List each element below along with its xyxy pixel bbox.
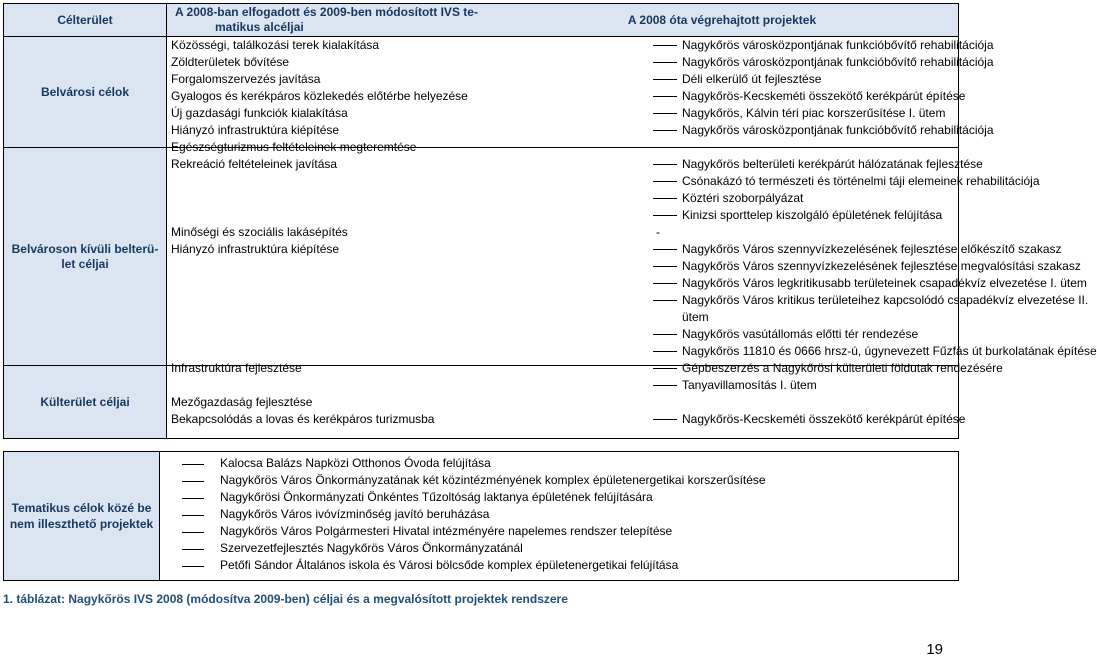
header-goals-line2: matikus alcéljai [215,20,304,34]
thematic-item: Nagykőrös Város Polgármesteri Hivatal intézményére napelemes rendszer telepítése [220,524,673,538]
table-row [167,309,958,326]
band-kivuli-line2: let céljai [61,256,109,271]
table-row [167,173,1040,190]
goal-text: Bekapcsolódás a lovas és kerékpáros turizmusba [171,412,435,426]
dash-marker [653,266,677,267]
dash-marker [182,464,204,465]
table-row [167,224,958,241]
dash-marker [182,532,204,533]
header-goal-area-text: Célterület [57,13,113,27]
table-row [167,71,958,88]
goal-text: Forgalomszervezés javítása [171,72,321,86]
project-text: Nagykőrös városközpontjának funkcióbővítő rehabilitációja [682,123,994,137]
project-text: Kinizsi sporttelep kiszolgáló épületének felújítása [682,208,943,222]
table-row [167,258,1081,275]
table-row [167,394,958,411]
dash-marker [653,45,677,46]
dash-marker [653,385,677,386]
dash-marker [653,130,677,131]
header-goals [167,4,494,37]
dash-marker [653,113,677,114]
table-row [167,105,958,122]
project-text: ütem [682,310,709,324]
goal-text: Mezőgazdaság fejlesztése [171,395,313,409]
goal-text: Gyalogos és kerékpáros közlekedés előtérbe helyezése [171,89,468,103]
table-row [167,54,994,71]
dash-marker [653,198,677,199]
band-belvarosi-label: Belvárosi célok [40,84,130,99]
table-row [167,88,966,105]
project-text: Nagykőrös Város legkritikusabb területeinek csapadékvíz elvezetése I. ütem [682,276,1087,290]
goal-text: Hiányzó infrastruktúra kiépítése [171,123,340,137]
dash-marker [653,334,677,335]
project-text: Nagykőrös Város kritikus területeihez kapcsolódó csapadékvíz elvezetése II. [682,293,1089,307]
goal-text: Hiányzó infrastruktúra kiépítése [171,242,340,256]
dash-marker [653,181,677,182]
thematic-item: Szervezetfejlesztés Nagykőrös Város Önkormányzatánál [220,541,523,555]
project-text: Nagykőrös vasútállomás előtti tér rendezése [682,327,919,341]
header-goals-line1: A 2008-ban elfogadott és 2009-ben módosított IVS te- [175,5,478,19]
dash-marker [182,481,204,482]
project-text: Csónakázó tó természeti és történelmi táji elemeinek rehabilitációja [682,174,1040,188]
project-text: Gépbeszerzés a Nagykőrösi külterületi földutak rendezésére [682,361,1003,375]
thematic-item: Kalocsa Balázs Napközi Otthonos Óvoda felújítása [220,456,491,470]
band-kulterulet [4,366,167,438]
project-text: Nagykőrös 11810 és 0666 hrsz-ú, úgynevezett Fűzfás út burkolatának építése [682,344,1097,358]
band-kivuli-line1: Belvároson kívüli belterü- [11,241,159,256]
goal-text: Zöldterületek bővítése [171,55,290,69]
project-text: Nagykőrös, Kálvin téri piac korszerűsítése I. ütem [682,106,946,120]
dash-marker [653,351,677,352]
goal-text: Infrastruktúra fejlesztése [171,361,302,375]
table-row [167,411,966,428]
project-text: Tanyavillamosítás I. ütem [682,378,817,392]
table-row [167,37,994,54]
thematic-label [4,452,160,580]
table-row [167,360,1003,377]
table-row [167,139,958,156]
page-number: 19 [926,641,943,658]
dash-marker [653,300,677,301]
dash-marker [182,566,204,567]
table-row [167,275,1087,292]
thematic-table [3,451,959,581]
band-belvarosi [4,37,167,148]
project-text: Nagykőrös belterületi kerékpárút hálózatának fejlesztése [682,157,983,171]
goal-text: Rekreáció feltételeinek javítása [171,157,338,171]
thematic-item: Petőfi Sándor Általános iskola és Városi bölcsőde komplex épületenergetikai felújítása [220,558,679,572]
goal-text: Közösségi, találkozási terek kialakítása [171,38,380,52]
project-text: Nagykőrös Város szennyvízkezelésének fejlesztése előkészítő szakasz [682,242,1062,256]
thematic-label-line2: nem illeszthető projektek [9,517,154,531]
table-row [167,377,958,394]
project-text: Nagykőrös városközpontjának funkcióbővítő rehabilitációja [682,38,994,52]
thematic-label-line1: Tematikus célok közé be [11,501,152,515]
band-kulterulet-label: Külterület céljai [40,394,130,409]
thematic-item: Nagykőrösi Önkormányzati Önkéntes Tűzoltóság laktanya épületének felújítására [220,490,653,504]
table-row [167,326,958,343]
table-row [167,190,958,207]
thematic-item: Nagykőrös Város Önkormányzatának két közintézményének komplex épületenergetikai korszerűsítése [220,473,766,487]
project-text: Nagykőrös városközpontjának funkcióbővítő rehabilitációja [682,55,994,69]
dash-marker [653,96,677,97]
band-kivuli [4,148,167,366]
dash-marker [653,283,677,284]
table-row [167,343,1097,360]
header-goal-area [4,4,167,37]
header-projects [486,4,958,37]
dash-marker [653,249,677,250]
dash-marker [653,62,677,63]
dash-marker [182,498,204,499]
project-text: Nagykőrös-Kecskeméti összekötő kerékpárút építése [682,89,966,103]
dash-marker [653,79,677,80]
dash-marker [182,515,204,516]
project-text: Köztéri szoborpályázat [682,191,804,205]
dash-marker [653,419,677,420]
dash-marker [653,368,677,369]
header-projects-text: A 2008 óta végrehajtott projektek [627,13,817,27]
dash-marker [653,164,677,165]
project-text: Nagykőrös Város szennyvízkezelésének fejlesztése megvalósítási szakasz [682,259,1081,273]
table-row [167,156,983,173]
table-row [167,207,958,224]
table-row [167,292,1089,309]
ivs-table [3,3,1097,439]
project-text: Nagykőrös-Kecskeméti összekötő kerékpárút építése [682,412,966,426]
thematic-item: Nagykőrös Város ivóvízminőség javító beruházása [220,507,490,521]
goal-text: Minőségi és szociális lakásépítés [171,225,348,239]
table-row [167,241,1062,258]
project-text: Déli elkerülő út fejlesztése [682,72,822,86]
project-text: - [656,225,660,239]
table-caption: 1. táblázat: Nagykőrös IVS 2008 (módosítva 2009-ben) céljai és a megvalósított projektek rendszere [3,592,568,606]
dash-marker [182,549,204,550]
table-row [167,122,994,139]
goal-text: Új gazdasági funkciók kialakítása [171,106,348,120]
dash-marker [653,215,677,216]
goal-text: Egészségturizmus feltételeinek megteremtése [171,140,417,154]
